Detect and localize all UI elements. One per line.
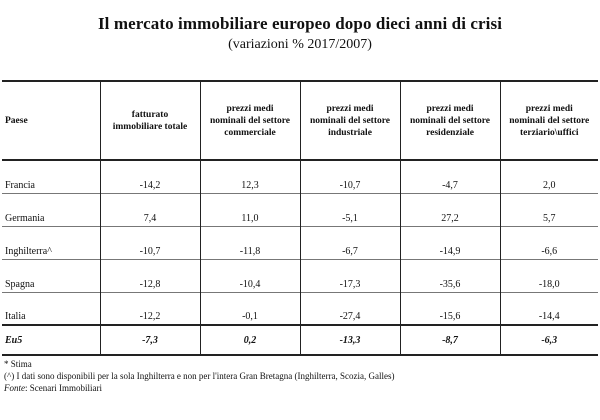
table-row-spagna xyxy=(2,259,598,292)
value-cell: -35,6 xyxy=(400,259,500,292)
header-commerciale-line-2: nominali del settore xyxy=(209,115,291,126)
value-cell: -14,4 xyxy=(500,292,598,325)
header-industriale-line-3: industriale xyxy=(328,127,372,138)
header-residenziale xyxy=(400,81,500,160)
country-cell: Germania xyxy=(5,212,45,224)
value-cell: -12,2 xyxy=(100,292,200,325)
header-residenziale-line-2: nominali del settore xyxy=(409,115,491,126)
value-cell: 0,2 xyxy=(200,325,300,355)
value-cell: -14,2 xyxy=(100,160,200,193)
header-paese-text: Paese xyxy=(5,115,28,126)
country-cell: Inghilterra^ xyxy=(5,245,52,257)
header-row xyxy=(2,81,598,160)
value-cell: -10,4 xyxy=(200,259,300,292)
table-row-inghilterra xyxy=(2,226,598,259)
value-cell: -5,1 xyxy=(300,193,400,226)
country-cell: Eu5 xyxy=(5,334,23,346)
header-terziario xyxy=(500,81,598,160)
value-cell: -10,7 xyxy=(300,160,400,193)
table-row-francia xyxy=(2,160,598,193)
table-row-eu5-total xyxy=(2,325,598,355)
header-commerciale-line-3: commerciale xyxy=(224,127,276,138)
value-cell: 12,3 xyxy=(200,160,300,193)
table-title: Il mercato immobiliare europeo dopo dieci anni di crisi xyxy=(97,14,503,33)
value-cell: -6,3 xyxy=(500,325,598,355)
note-source xyxy=(4,382,594,394)
header-commerciale-line-1: prezzi medi xyxy=(226,103,274,114)
value-cell: 7,4 xyxy=(100,193,200,226)
value-cell: -13,3 xyxy=(300,325,400,355)
header-commerciale xyxy=(200,81,300,160)
value-cell: 27,2 xyxy=(400,193,500,226)
value-cell: -6,6 xyxy=(500,226,598,259)
header-industriale xyxy=(300,81,400,160)
table-row-germania xyxy=(2,193,598,226)
header-industriale-line-1: prezzi medi xyxy=(326,103,374,114)
country-cell: Spagna xyxy=(5,278,35,290)
header-fatturato-line-1: fatturato xyxy=(131,109,169,120)
header-fatturato xyxy=(100,81,200,160)
note-stima: * Stima xyxy=(4,359,32,369)
source-label: Fonte xyxy=(4,383,25,393)
table-row-italia xyxy=(2,292,598,325)
value-cell: -0,1 xyxy=(200,292,300,325)
value-cell: -17,3 xyxy=(300,259,400,292)
value-cell: 5,7 xyxy=(500,193,598,226)
value-cell: 11,0 xyxy=(200,193,300,226)
value-cell: -8,7 xyxy=(400,325,500,355)
source-text: : Scenari Immobiliari xyxy=(25,383,102,393)
value-cell: -6,7 xyxy=(300,226,400,259)
header-terziario-line-3: terziario\uffici xyxy=(519,127,579,138)
header-industriale-line-2: nominali del settore xyxy=(309,115,391,126)
value-cell: -7,3 xyxy=(100,325,200,355)
table-notes xyxy=(4,358,594,394)
value-cell: -27,4 xyxy=(300,292,400,325)
header-paese xyxy=(2,81,100,160)
header-terziario-line-1: prezzi medi xyxy=(525,103,573,114)
header-fatturato-line-2: immobiliare totale xyxy=(112,121,188,132)
value-cell: -14,9 xyxy=(400,226,500,259)
value-cell: -12,8 xyxy=(100,259,200,292)
value-cell: -11,8 xyxy=(200,226,300,259)
value-cell: -15,6 xyxy=(400,292,500,325)
value-cell: -10,7 xyxy=(100,226,200,259)
header-terziario-line-2: nominali del settore xyxy=(509,115,590,126)
value-cell: 2,0 xyxy=(500,160,598,193)
market-data-table xyxy=(2,80,598,356)
value-cell: -4,7 xyxy=(400,160,500,193)
table-subtitle: (variazioni % 2017/2007) xyxy=(228,37,372,52)
note-footnote: (^) I dati sono disponibili per la sola Inghilterra e non per l'intera Gran Bretagna (Inghilterra, Scozia, Galles) xyxy=(4,371,395,381)
country-cell: Italia xyxy=(5,311,26,322)
country-cell: Francia xyxy=(5,179,35,191)
value-cell: -18,0 xyxy=(500,259,598,292)
header-residenziale-line-1: prezzi medi xyxy=(426,103,474,114)
header-residenziale-line-3: residenziale xyxy=(426,127,474,138)
